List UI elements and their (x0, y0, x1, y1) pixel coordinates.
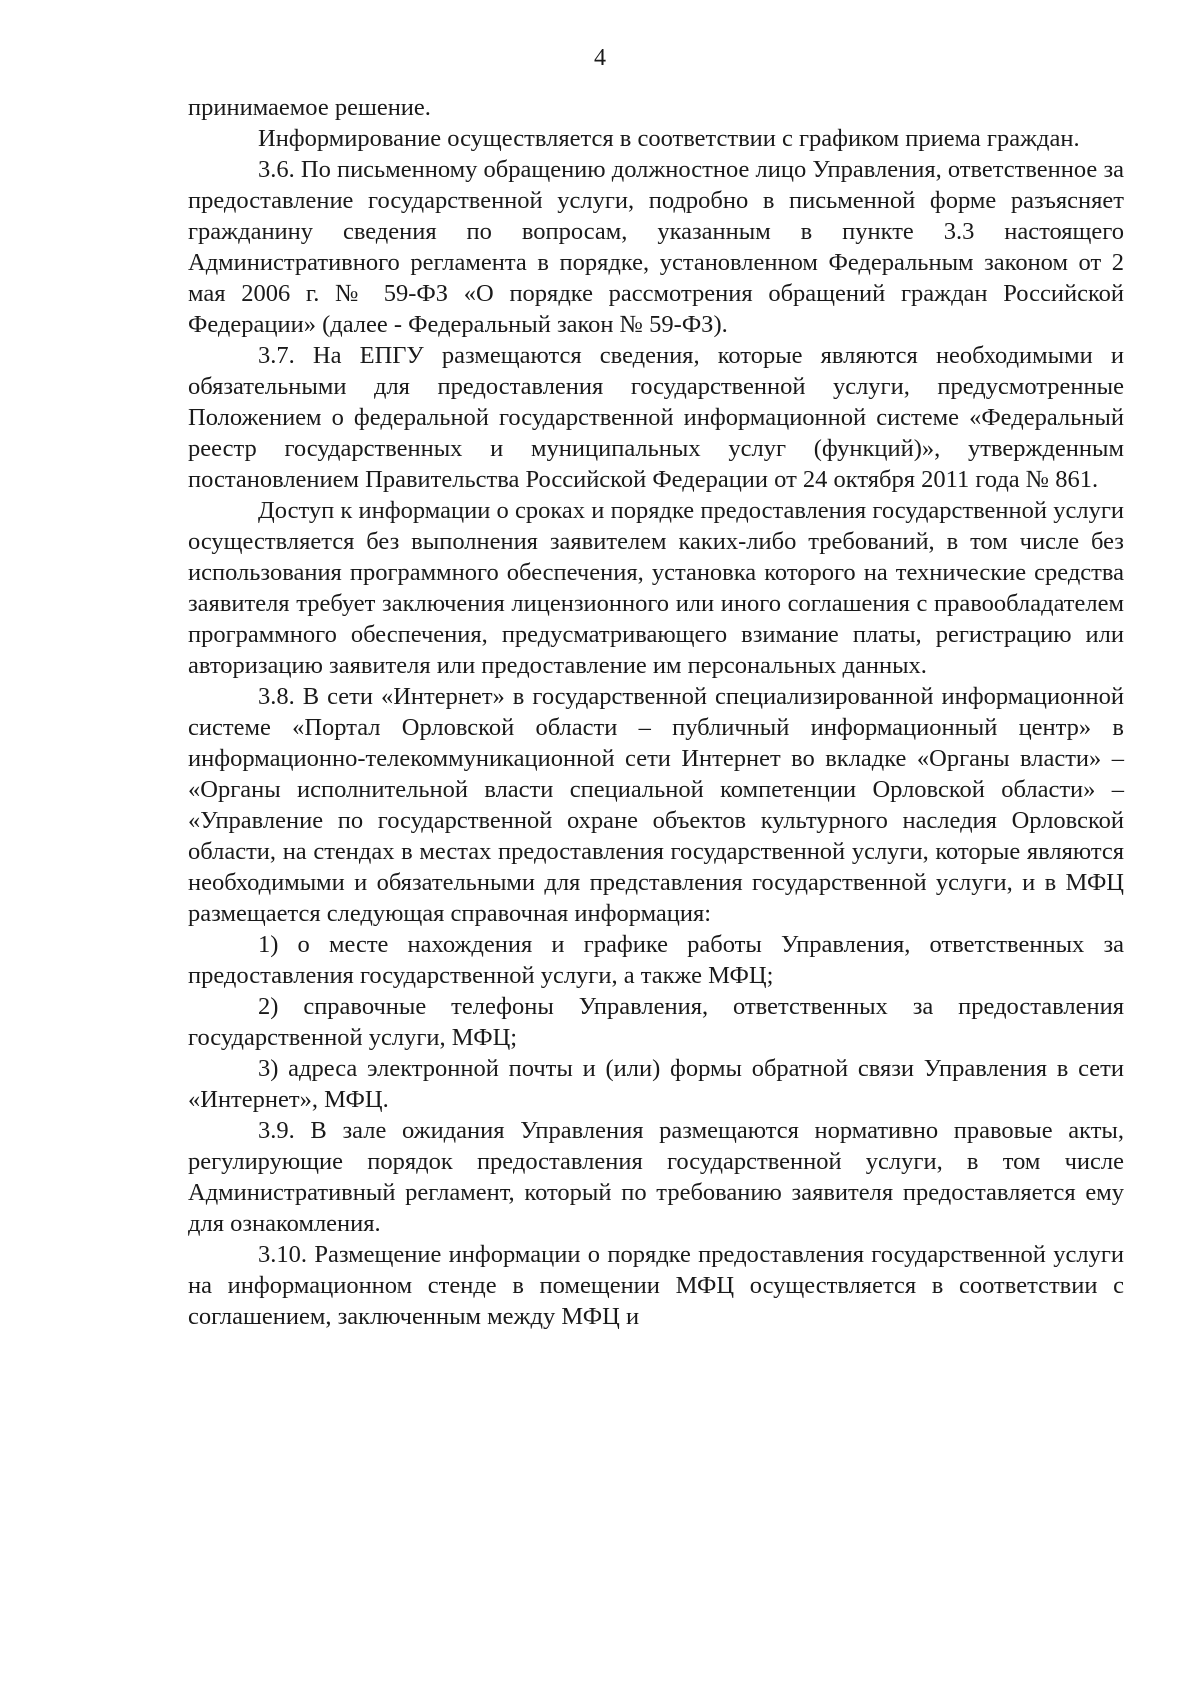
list-item-2: 2) справочные телефоны Управления, ответственных за предоставления государственной услуги, МФЦ; (188, 993, 1124, 1051)
paragraph-3-8: 3.8. В сети «Интернет» в государственной специализированной информационной системе «Портал Орловской области – публичный информационный центр» в информационно-телекоммуникационной сети Интернет во вкладке «Органы власти» – «Органы исполнительной власти специальной компетенции Орловской области» – «Управление по государственной охране объектов культурного наследия Орловской области, на стендах в местах предоставления государственной услуги, которые являются необходимыми и обязательными для представления государственной услуги, и в МФЦ размещается следующая справочная информация: (188, 683, 1124, 927)
paragraph-3-7: 3.7. На ЕПГУ размещаются сведения, которые являются необходимыми и обязательными для предоставления государственной услуги, предусмотренные Положением о федеральной государственной информационной системе «Федеральный реестр государственных и муниципальных услуг (функций)», утвержденным постановлением Правительства Российской Федерации от 24 октября 2011 года № 861. (188, 342, 1124, 493)
list-item-3: 3) адреса электронной почты и (или) формы обратной связи Управления в сети «Интернет», МФЦ. (188, 1055, 1124, 1113)
paragraph-3-9: 3.9. В зале ожидания Управления размещаются нормативно правовые акты, регулирующие порядок предоставления государственной услуги, в том числе Административный регламент, который по требованию заявителя предоставляется ему для ознакомления. (188, 1117, 1124, 1237)
paragraph-3-6: 3.6. По письменному обращению должностное лицо Управления, ответственное за предоставление государственной услуги, подробно в письменной форме разъясняет гражданину сведения по вопросам, указанным в пункте 3.3 настоящего Административного регламента в порядке, установленном Федеральным законом от 2 мая 2006 г. № 59-ФЗ «О порядке рассмотрения обращений граждан Российской Федерации» (далее - Федеральный закон № 59-ФЗ). (188, 156, 1124, 338)
paragraph-access-info: Доступ к информации о сроках и порядке предоставления государственной услуги осуществляется без выполнения заявителем каких-либо требований, в том числе без использования программного обеспечения, установка которого на технические средства заявителя требует заключения лицензионного или иного соглашения с правообладателем программного обеспечения, предусматривающего взимание платы, регистрацию или авторизацию заявителя или предоставление им персональных данных. (188, 497, 1124, 679)
paragraph-3-10: 3.10. Размещение информации о порядке предоставления государственной услуги на информационном стенде в помещении МФЦ осуществляется в соответствии с соглашением, заключенным между МФЦ и (188, 1241, 1124, 1330)
list-item-1: 1) о месте нахождения и графике работы Управления, ответственных за предоставления государственной услуги, а также МФЦ; (188, 931, 1124, 989)
page-number: 4 (594, 45, 606, 71)
document-body (188, 92, 1124, 1332)
paragraph-informing-schedule: Информирование осуществляется в соответствии с графиком приема граждан. (258, 125, 1080, 152)
paragraph-continuation: принимаемое решение. (188, 94, 431, 121)
